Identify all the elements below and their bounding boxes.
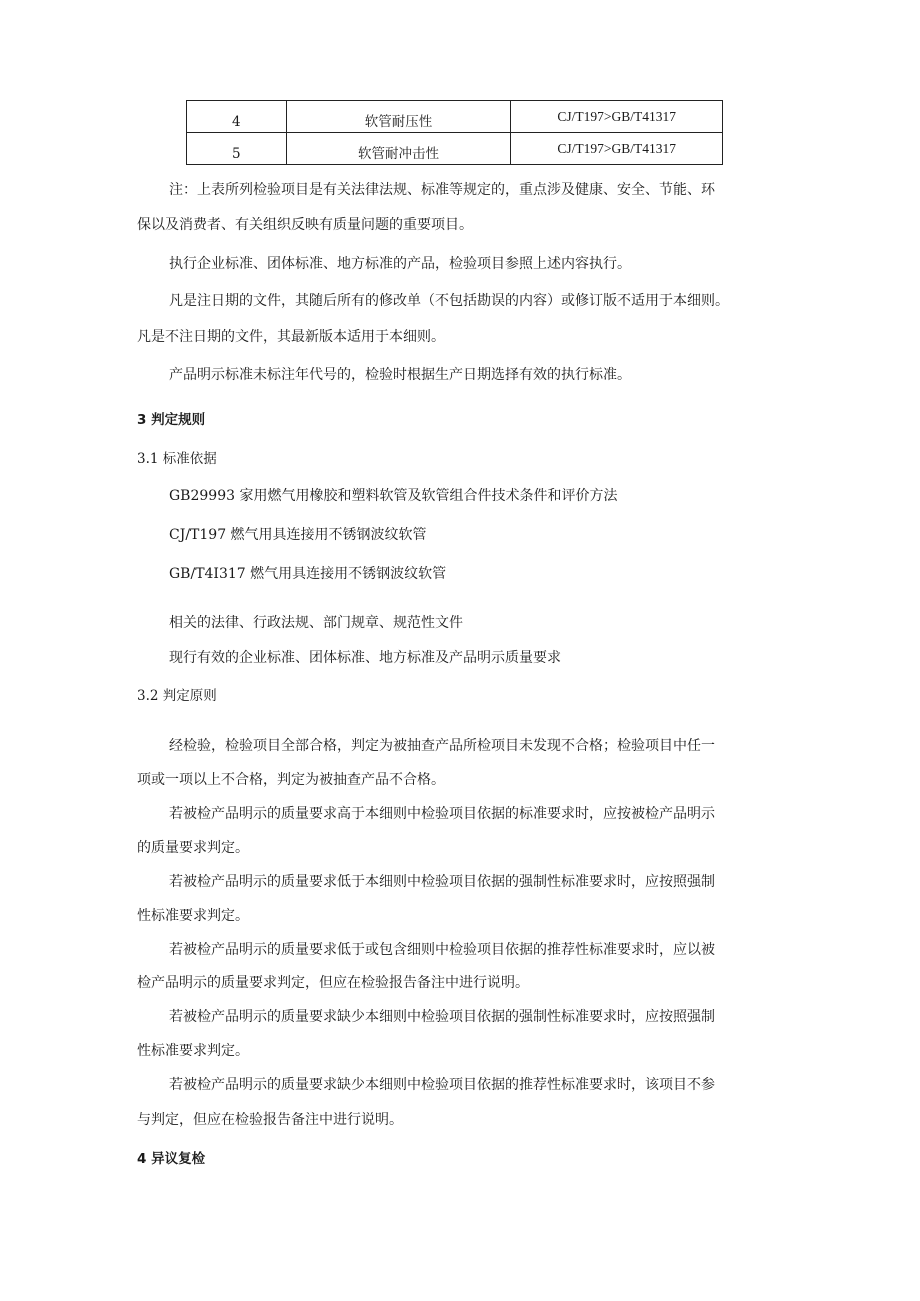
note-paragraph-line: 凡是注日期的文件，其随后所有的修改单（不包括勘误的内容）或修订版不适用于本细则。 bbox=[169, 293, 729, 309]
principle-line: 的质量要求判定。 bbox=[137, 840, 249, 856]
item-name-cell: 软管耐冲击性 bbox=[286, 133, 511, 165]
item-number-cell: 4 bbox=[187, 101, 287, 133]
principle-line: 与判定，但应在检验报告备注中进行说明。 bbox=[137, 1112, 403, 1128]
standard-item: GB29993 家用燃气用橡胶和塑料软管及软管组合件技术条件和评价方法 bbox=[169, 488, 618, 504]
subsection-heading: 3.2 判定原则 bbox=[137, 688, 217, 704]
inspection-items-table bbox=[186, 100, 723, 165]
note-paragraph-line: 保以及消费者、有关组织反映有质量问题的重要项目。 bbox=[137, 217, 473, 233]
item-standard-cell: CJ/T197>GB/T41317 bbox=[511, 101, 723, 133]
note-paragraph-line: 注：上表所列检验项目是有关法律法规、标准等规定的，重点涉及健康、安全、节能、环 bbox=[169, 182, 715, 198]
note-paragraph: 产品明示标准未标注年代号的，检验时根据生产日期选择有效的执行标准。 bbox=[169, 367, 631, 383]
item-standard-cell: CJ/T197>GB/T41317 bbox=[511, 133, 723, 165]
principle-line: 若被检产品明示的质量要求低于本细则中检验项目依据的强制性标准要求时，应按照强制 bbox=[169, 874, 715, 890]
standard-item: 相关的法律、行政法规、部门规章、规范性文件 bbox=[169, 615, 463, 631]
table-row bbox=[187, 133, 723, 165]
note-paragraph-line: 凡是不注日期的文件，其最新版本适用于本细则。 bbox=[137, 329, 445, 345]
item-number-cell: 5 bbox=[187, 133, 287, 165]
principle-line: 性标准要求判定。 bbox=[137, 908, 249, 924]
note-paragraph: 执行企业标准、团体标准、地方标准的产品，检验项目参照上述内容执行。 bbox=[169, 256, 631, 272]
standard-item: CJ/T197 燃气用具连接用不锈钢波纹软管 bbox=[169, 527, 427, 543]
principle-line: 检产品明示的质量要求判定，但应在检验报告备注中进行说明。 bbox=[137, 975, 529, 991]
principle-line: 若被检产品明示的质量要求高于本细则中检验项目依据的标准要求时，应按被检产品明示 bbox=[169, 806, 715, 822]
principle-line: 经检验，检验项目全部合格，判定为被抽查产品所检项目未发现不合格；检验项目中任一 bbox=[169, 738, 715, 754]
section-heading: 3 判定规则 bbox=[137, 412, 206, 428]
standard-item: GB/T4I317 燃气用具连接用不锈钢波纹软管 bbox=[169, 566, 447, 582]
subsection-heading: 3.1 标准依据 bbox=[137, 451, 217, 467]
standard-item: 现行有效的企业标准、团体标准、地方标准及产品明示质量要求 bbox=[169, 650, 561, 666]
principle-line: 项或一项以上不合格，判定为被抽查产品不合格。 bbox=[137, 772, 445, 788]
section-heading: 4 异议复检 bbox=[137, 1151, 206, 1167]
item-name-cell: 软管耐压性 bbox=[286, 101, 511, 133]
principle-line: 若被检产品明示的质量要求缺少本细则中检验项目依据的推荐性标准要求时，该项目不参 bbox=[169, 1077, 715, 1093]
table-row bbox=[187, 101, 723, 133]
principle-line: 若被检产品明示的质量要求缺少本细则中检验项目依据的强制性标准要求时，应按照强制 bbox=[169, 1009, 715, 1025]
principle-line: 性标准要求判定。 bbox=[137, 1043, 249, 1059]
principle-line: 若被检产品明示的质量要求低于或包含细则中检验项目依据的推荐性标准要求时，应以被 bbox=[169, 942, 715, 958]
